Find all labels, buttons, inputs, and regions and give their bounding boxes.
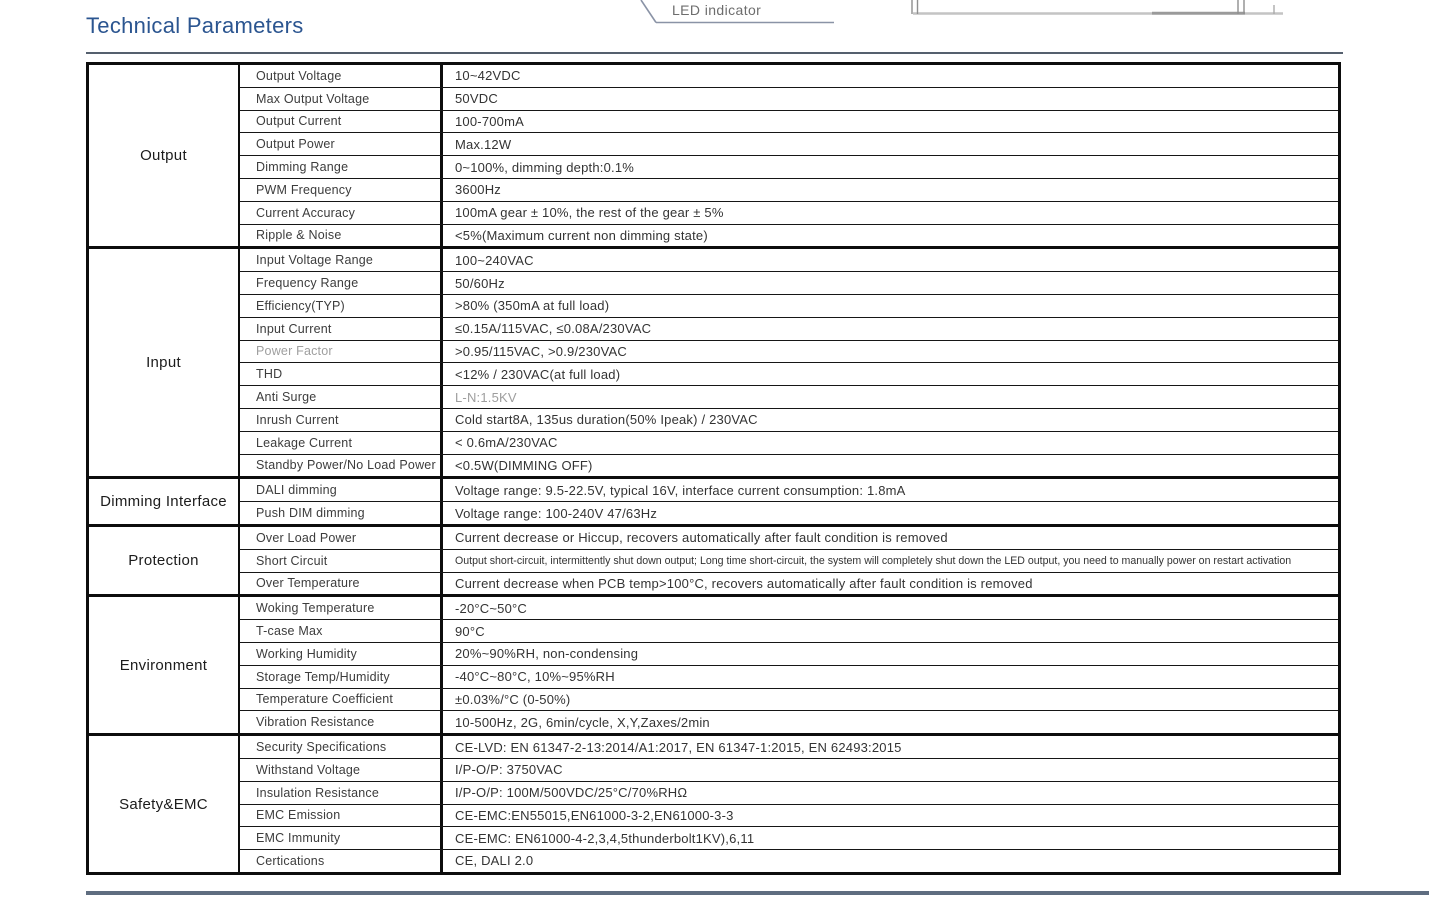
parameter-name: Working Humidity: [240, 643, 443, 665]
category-label: Dimming Interface: [89, 479, 240, 524]
parameter-name: T-case Max: [240, 620, 443, 642]
parameter-value: Current decrease or Hiccup, recovers automatically after fault condition is removed: [455, 530, 948, 546]
parameter-value: CE, DALI 2.0: [455, 853, 534, 869]
parameter-name: PWM Frequency: [240, 179, 443, 201]
table-row: [240, 294, 1338, 317]
parameter-name: Over Temperature: [240, 573, 443, 595]
parameter-name: Anti Surge: [240, 386, 443, 408]
category-label: Input: [89, 249, 240, 476]
parameter-name: THD: [240, 363, 443, 385]
table-row: [240, 549, 1338, 572]
title-divider: [86, 52, 1343, 54]
parameter-name: DALI dimming: [240, 479, 443, 501]
table-row: [240, 201, 1338, 224]
category-label: Output: [89, 65, 240, 246]
table-row: [240, 597, 1338, 619]
table-row: [240, 619, 1338, 642]
table-row: [240, 224, 1338, 247]
table-row: [240, 408, 1338, 431]
parameter-value: Max.12W: [455, 136, 512, 152]
table-row: [240, 527, 1338, 549]
category-label: Protection: [89, 527, 240, 594]
parameter-value: <0.5W(DIMMING OFF): [455, 457, 593, 473]
parameter-value: >80% (350mA at full load): [455, 298, 610, 314]
table-row: [240, 736, 1338, 758]
parameter-value: < 0.6mA/230VAC: [455, 435, 558, 451]
parameter-value: ±0.03%/°C (0-50%): [455, 691, 571, 707]
parameter-value: CE-LVD: EN 61347-2-13:2014/A1:2017, EN 61347-1:2015, EN 62493:2015: [455, 739, 902, 755]
parameter-value: 100-700mA: [455, 113, 525, 129]
parameter-name: Woking Temperature: [240, 597, 443, 619]
technical-parameters-table: [86, 62, 1341, 875]
parameter-value: -40°C~80°C, 10%~95%RH: [455, 669, 615, 685]
parameter-value: 10-500Hz, 2G, 6min/cycle, X,Y,Zaxes/2min: [455, 714, 710, 730]
led-indicator-label: LED indicator: [672, 2, 762, 18]
parameter-name: Leakage Current: [240, 432, 443, 454]
table-row: [240, 479, 1338, 501]
page-title: Technical Parameters: [86, 13, 304, 38]
table-section-input: [89, 246, 1338, 476]
table-row: [240, 362, 1338, 385]
table-row: [240, 826, 1338, 849]
parameter-name: Over Load Power: [240, 527, 443, 549]
parameter-value: -20°C~50°C: [455, 600, 528, 616]
parameter-name: Withstand Voltage: [240, 759, 443, 781]
parameter-value: 100mA gear ± 10%, the rest of the gear ± 5%: [455, 205, 724, 221]
parameter-value: 20%~90%RH, non-condensing: [455, 646, 639, 662]
table-row: [240, 317, 1338, 340]
parameter-name: Ripple & Noise: [240, 225, 443, 247]
parameter-name: Short Circuit: [240, 550, 443, 572]
category-label: Safety&EMC: [89, 736, 240, 872]
table-row: [240, 340, 1338, 363]
table-row: [240, 804, 1338, 827]
table-row: [240, 849, 1338, 872]
table-row: [240, 665, 1338, 688]
table-row: [240, 65, 1338, 87]
parameter-name: Output Voltage: [240, 65, 443, 87]
parameter-name: Input Current: [240, 318, 443, 340]
table-row: [240, 688, 1338, 711]
table-row: [240, 249, 1338, 271]
parameter-value: 3600Hz: [455, 182, 502, 198]
parameter-name: Storage Temp/Humidity: [240, 666, 443, 688]
table-row: [240, 642, 1338, 665]
parameter-value: <12% / 230VAC(at full load): [455, 366, 621, 382]
table-section-output: [89, 65, 1338, 246]
table-row: [240, 572, 1338, 595]
parameter-value: I/P-O/P: 3750VAC: [455, 762, 563, 778]
parameter-value: 50/60Hz: [455, 275, 505, 291]
parameter-name: Input Voltage Range: [240, 249, 443, 271]
table-row: [240, 710, 1338, 733]
table-row: [240, 385, 1338, 408]
table-row: [240, 132, 1338, 155]
parameter-value: 100~240VAC: [455, 252, 534, 268]
table-row: [240, 178, 1338, 201]
parameter-value: >0.95/115VAC, >0.9/230VAC: [455, 343, 627, 359]
parameter-value: CE-EMC:EN55015,EN61000-3-2,EN61000-3-3: [455, 807, 734, 823]
parameter-name: Inrush Current: [240, 409, 443, 431]
table-section-dimming-interface: [89, 476, 1338, 524]
table-row: [240, 781, 1338, 804]
table-section-environment: [89, 594, 1338, 733]
parameter-name: Push DIM dimming: [240, 502, 443, 524]
parameter-value: Output short-circuit, intermittently shut down output; Long time short-circuit, the system will completely shut down the LED output, you need to manually power on restart activation: [455, 554, 1292, 567]
table-section-protection: [89, 524, 1338, 594]
parameter-value: Current decrease when PCB temp>100°C, recovers automatically after fault condition is removed: [455, 575, 1033, 591]
table-row: [240, 155, 1338, 178]
parameter-value: 0~100%, dimming depth:0.1%: [455, 159, 635, 175]
parameter-value: CE-EMC: EN61000-4-2,3,4,5thunderbolt1KV),6,11: [455, 830, 755, 846]
parameter-value: 10~42VDC: [455, 68, 521, 84]
parameter-name: Output Current: [240, 111, 443, 133]
table-row: [240, 87, 1338, 110]
table-row: [240, 110, 1338, 133]
category-label: Environment: [89, 597, 240, 733]
parameter-name: Temperature Coefficient: [240, 689, 443, 711]
parameter-name: Power Factor: [240, 341, 443, 363]
parameter-name: Frequency Range: [240, 272, 443, 294]
device-bottom-edge: [912, 0, 1283, 14]
parameter-value: 50VDC: [455, 91, 498, 107]
parameter-name: EMC Immunity: [240, 827, 443, 849]
parameter-value: L-N:1.5KV: [455, 389, 517, 405]
table-row: [240, 454, 1338, 477]
parameter-name: Standby Power/No Load Power: [240, 455, 443, 477]
table-section-safety-emc: [89, 733, 1338, 872]
footer-bar: [86, 891, 1429, 895]
parameter-name: Efficiency(TYP): [240, 295, 443, 317]
parameter-value: ≤0.15A/115VAC, ≤0.08A/230VAC: [455, 321, 652, 337]
table-row: [240, 758, 1338, 781]
parameter-name: Certications: [240, 850, 443, 872]
parameter-name: Output Power: [240, 133, 443, 155]
parameter-name: Vibration Resistance: [240, 711, 443, 733]
parameter-value: Voltage range: 9.5-22.5V, typical 16V, interface current consumption: 1.8mA: [455, 482, 906, 498]
parameter-name: Security Specifications: [240, 736, 443, 758]
parameter-name: Insulation Resistance: [240, 782, 443, 804]
table-row: [240, 501, 1338, 524]
parameter-value: <5%(Maximum current non dimming state): [455, 227, 708, 243]
parameter-name: Current Accuracy: [240, 202, 443, 224]
parameter-name: Dimming Range: [240, 156, 443, 178]
parameter-name: Max Output Voltage: [240, 88, 443, 110]
parameter-value: Cold start8A, 135us duration(50% Ipeak) / 230VAC: [455, 412, 758, 428]
parameter-name: EMC Emission: [240, 805, 443, 827]
parameter-value: 90°C: [455, 623, 485, 639]
parameter-value: Voltage range: 100-240V 47/63Hz: [455, 505, 658, 521]
table-row: [240, 431, 1338, 454]
parameter-value: I/P-O/P: 100M/500VDC/25°C/70%RHΩ: [455, 785, 688, 801]
table-row: [240, 271, 1338, 294]
